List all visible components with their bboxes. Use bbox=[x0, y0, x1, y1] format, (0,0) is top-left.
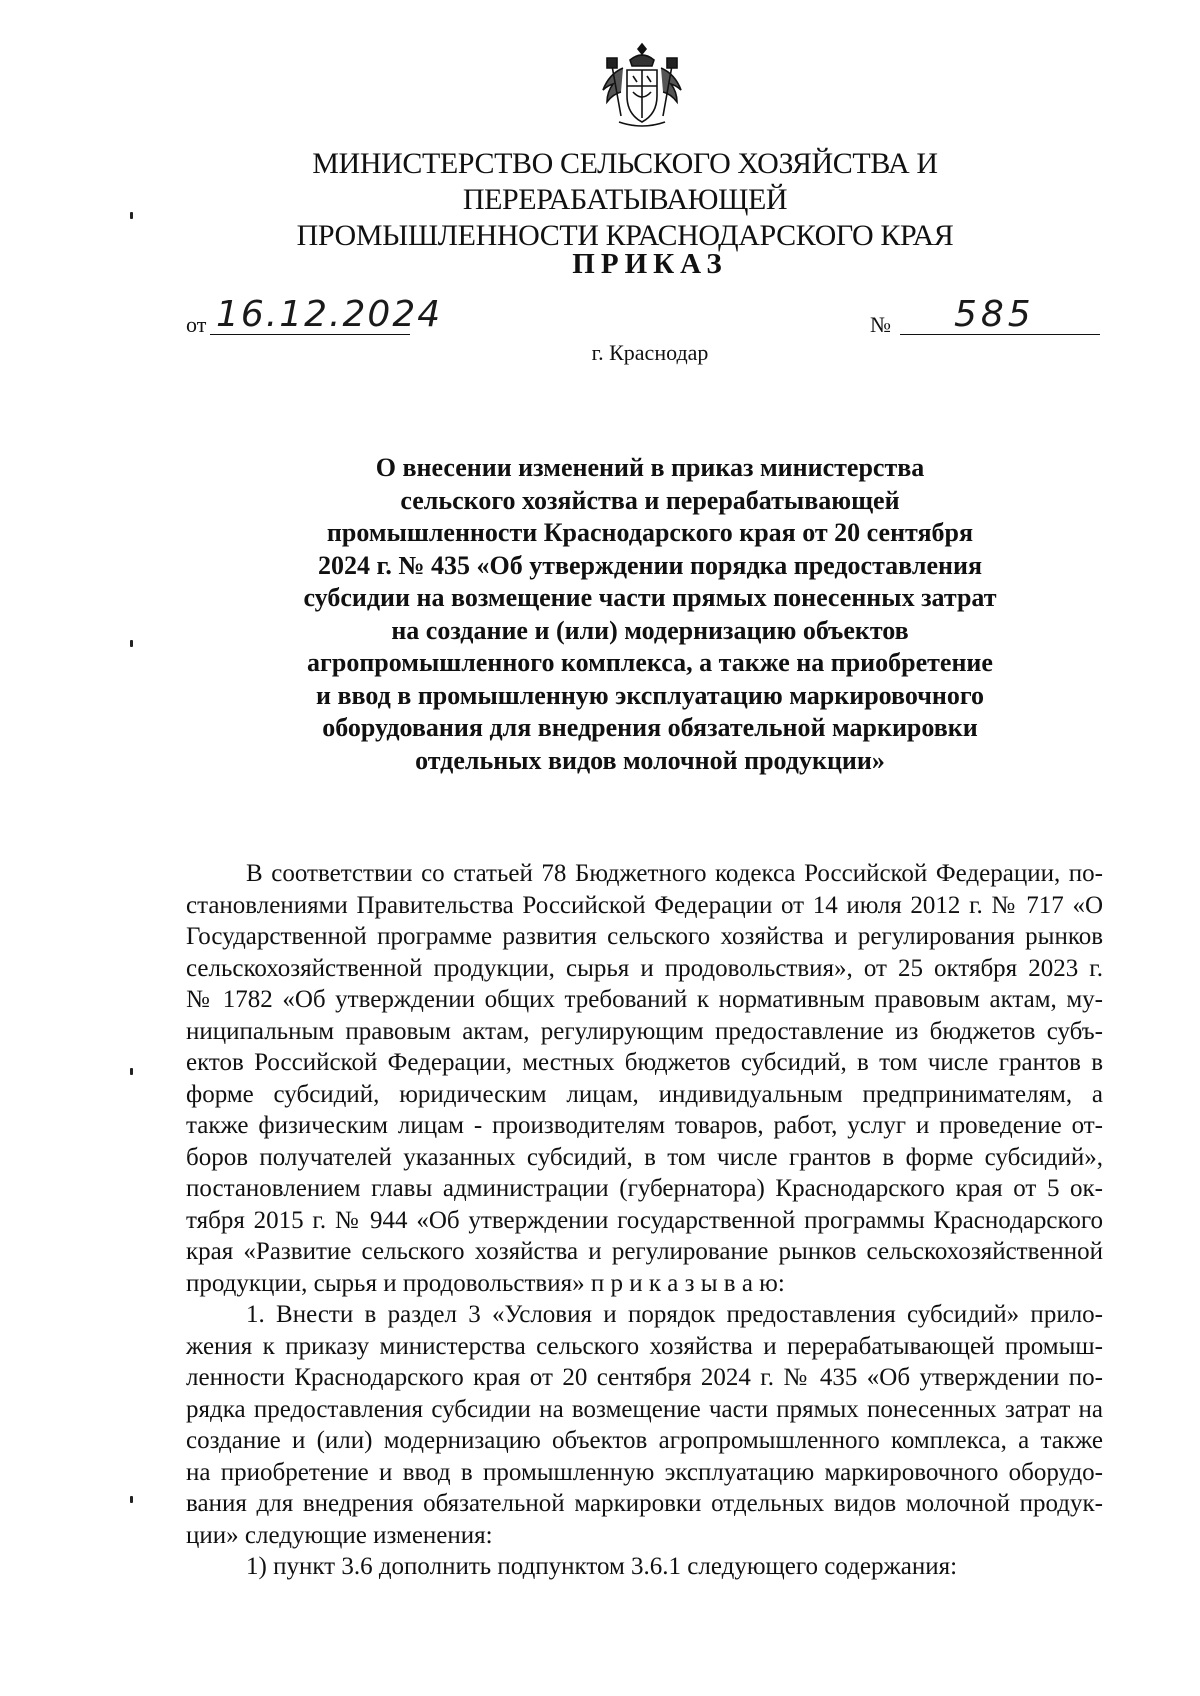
body-line: рядка предоставления субсидии на возмещение части прямых понесенных затрат на bbox=[186, 1395, 1103, 1423]
subject-line: агропромышленного комплекса, а также на приобретение bbox=[307, 648, 993, 677]
margin-mark bbox=[130, 212, 133, 219]
number-prefix-label: № bbox=[870, 312, 891, 337]
body-line: форме субсидий, юридическим лицам, индивидуальным предпринимателям, а bbox=[186, 1080, 1103, 1108]
subject-line: 2024 г. № 435 «Об утверждении порядка предоставления bbox=[317, 550, 983, 580]
subject-line: промышленности Краснодарского края от 20 сентября bbox=[326, 518, 974, 547]
document-type-title: ПРИКАЗ bbox=[572, 248, 728, 280]
order-subject-title bbox=[230, 452, 1070, 777]
body-line: сельскохозяйственной продукции, сырья и продовольствия», от 25 октября 2023 г. bbox=[186, 954, 1103, 982]
ministry-name bbox=[150, 146, 1100, 254]
subject-line: отдельных видов молочной продукции» bbox=[415, 745, 885, 775]
body-line: также физическим лицам - производителям товаров, работ, услуг и проведение от- bbox=[186, 1112, 1103, 1139]
ministry-name-line-2: ПРОМЫШЛЕННОСТИ КРАСНОДАРСКОГО КРАЯ bbox=[296, 219, 954, 252]
place-of-issue: г. Краснодар bbox=[591, 340, 709, 365]
margin-mark bbox=[130, 1496, 133, 1503]
order-number-field bbox=[870, 294, 1100, 340]
body-line: Государственной программе развития сельского хозяйства и регулирования рынков bbox=[186, 923, 1103, 950]
body-line: ектов Российской Федерации, местных бюджетов субсидий, в том числе грантов в bbox=[186, 1049, 1103, 1076]
body-line: на приобретение и ввод в промышленную эксплуатацию маркировочного оборудо- bbox=[186, 1458, 1103, 1486]
order-number-handwritten: 585 bbox=[954, 294, 1035, 335]
clause-1-paragraph bbox=[186, 1299, 1103, 1551]
body-line: постановлением главы администрации (губернатора) Краснодарского края от 5 ок- bbox=[186, 1175, 1103, 1202]
ministry-name-line-1: МИНИСТЕРСТВО СЕЛЬСКОГО ХОЗЯЙСТВА И ПЕРЕРАБАТЫВАЮЩЕЙ bbox=[312, 147, 938, 216]
subject-line: оборудования для внедрения обязательной маркировки bbox=[322, 713, 978, 742]
subclause-1-paragraph bbox=[186, 1551, 1103, 1583]
body-line: становлениями Правительства Российской Федерации от 14 июля 2012 г. № 717 «О bbox=[186, 891, 1103, 919]
date-prefix-label: от bbox=[186, 312, 207, 337]
order-date-field bbox=[186, 294, 446, 340]
body-line: № 1782 «Об утверждении общих требований к нормативным правовым актам, му- bbox=[186, 986, 1103, 1013]
body-line: создание и (или) модернизацию объектов агропромышленного комплекса, а также bbox=[186, 1427, 1103, 1454]
body-line: жения к приказу министерства сельского хозяйства и перерабатывающей промыш- bbox=[186, 1332, 1103, 1360]
subject-line: на создание и (или) модернизацию объектов bbox=[391, 615, 909, 645]
preamble-paragraph bbox=[186, 858, 1103, 1299]
order-date-handwritten: 16.12.2024 bbox=[216, 294, 443, 335]
body-line: края «Развитие сельского хозяйства и регулирование рынков сельскохозяйственной bbox=[186, 1238, 1103, 1265]
body-line: продукции, сырья и продовольствия» п р и к а з ы в а ю: bbox=[186, 1269, 785, 1297]
body-line: ленности Краснодарского края от 20 сентября 2024 г. № 435 «Об утверждении по- bbox=[186, 1364, 1103, 1391]
margin-mark bbox=[130, 1068, 133, 1075]
body-line: 1. Внести в раздел 3 «Условия и порядок предоставления субсидий» прило- bbox=[246, 1301, 1103, 1328]
body-line: вания для внедрения обязательной маркировки отдельных видов молочной продук- bbox=[186, 1490, 1103, 1517]
subject-line: и ввод в промышленную эксплуатацию маркировочного bbox=[315, 680, 985, 710]
subject-line: субсидии на возмещение части прямых понесенных затрат bbox=[303, 583, 997, 612]
order-body-text bbox=[186, 858, 1103, 1583]
krasnodar-coat-of-arms-icon bbox=[597, 40, 687, 132]
body-line: ниципальным правовым актам, регулирующим предоставление из бюджетов субъ- bbox=[186, 1017, 1103, 1045]
body-line: ции» следующие изменения: bbox=[186, 1521, 493, 1549]
subject-line: О внесении изменений в приказ министерства bbox=[375, 453, 925, 482]
body-line: тября 2015 г. № 944 «Об утверждении государственной программы Краснодарского bbox=[186, 1206, 1103, 1234]
body-line: боров получателей указанных субсидий, в том числе грантов в форме субсидий», bbox=[186, 1143, 1103, 1171]
body-line: В соответствии со статьей 78 Бюджетного кодекса Российской Федерации, по- bbox=[246, 860, 1103, 887]
margin-mark bbox=[130, 640, 133, 647]
subject-line: сельского хозяйства и перерабатывающей bbox=[400, 485, 900, 515]
body-line: 1) пункт 3.6 дополнить подпунктом 3.6.1 следующего содержания: bbox=[246, 1553, 958, 1580]
